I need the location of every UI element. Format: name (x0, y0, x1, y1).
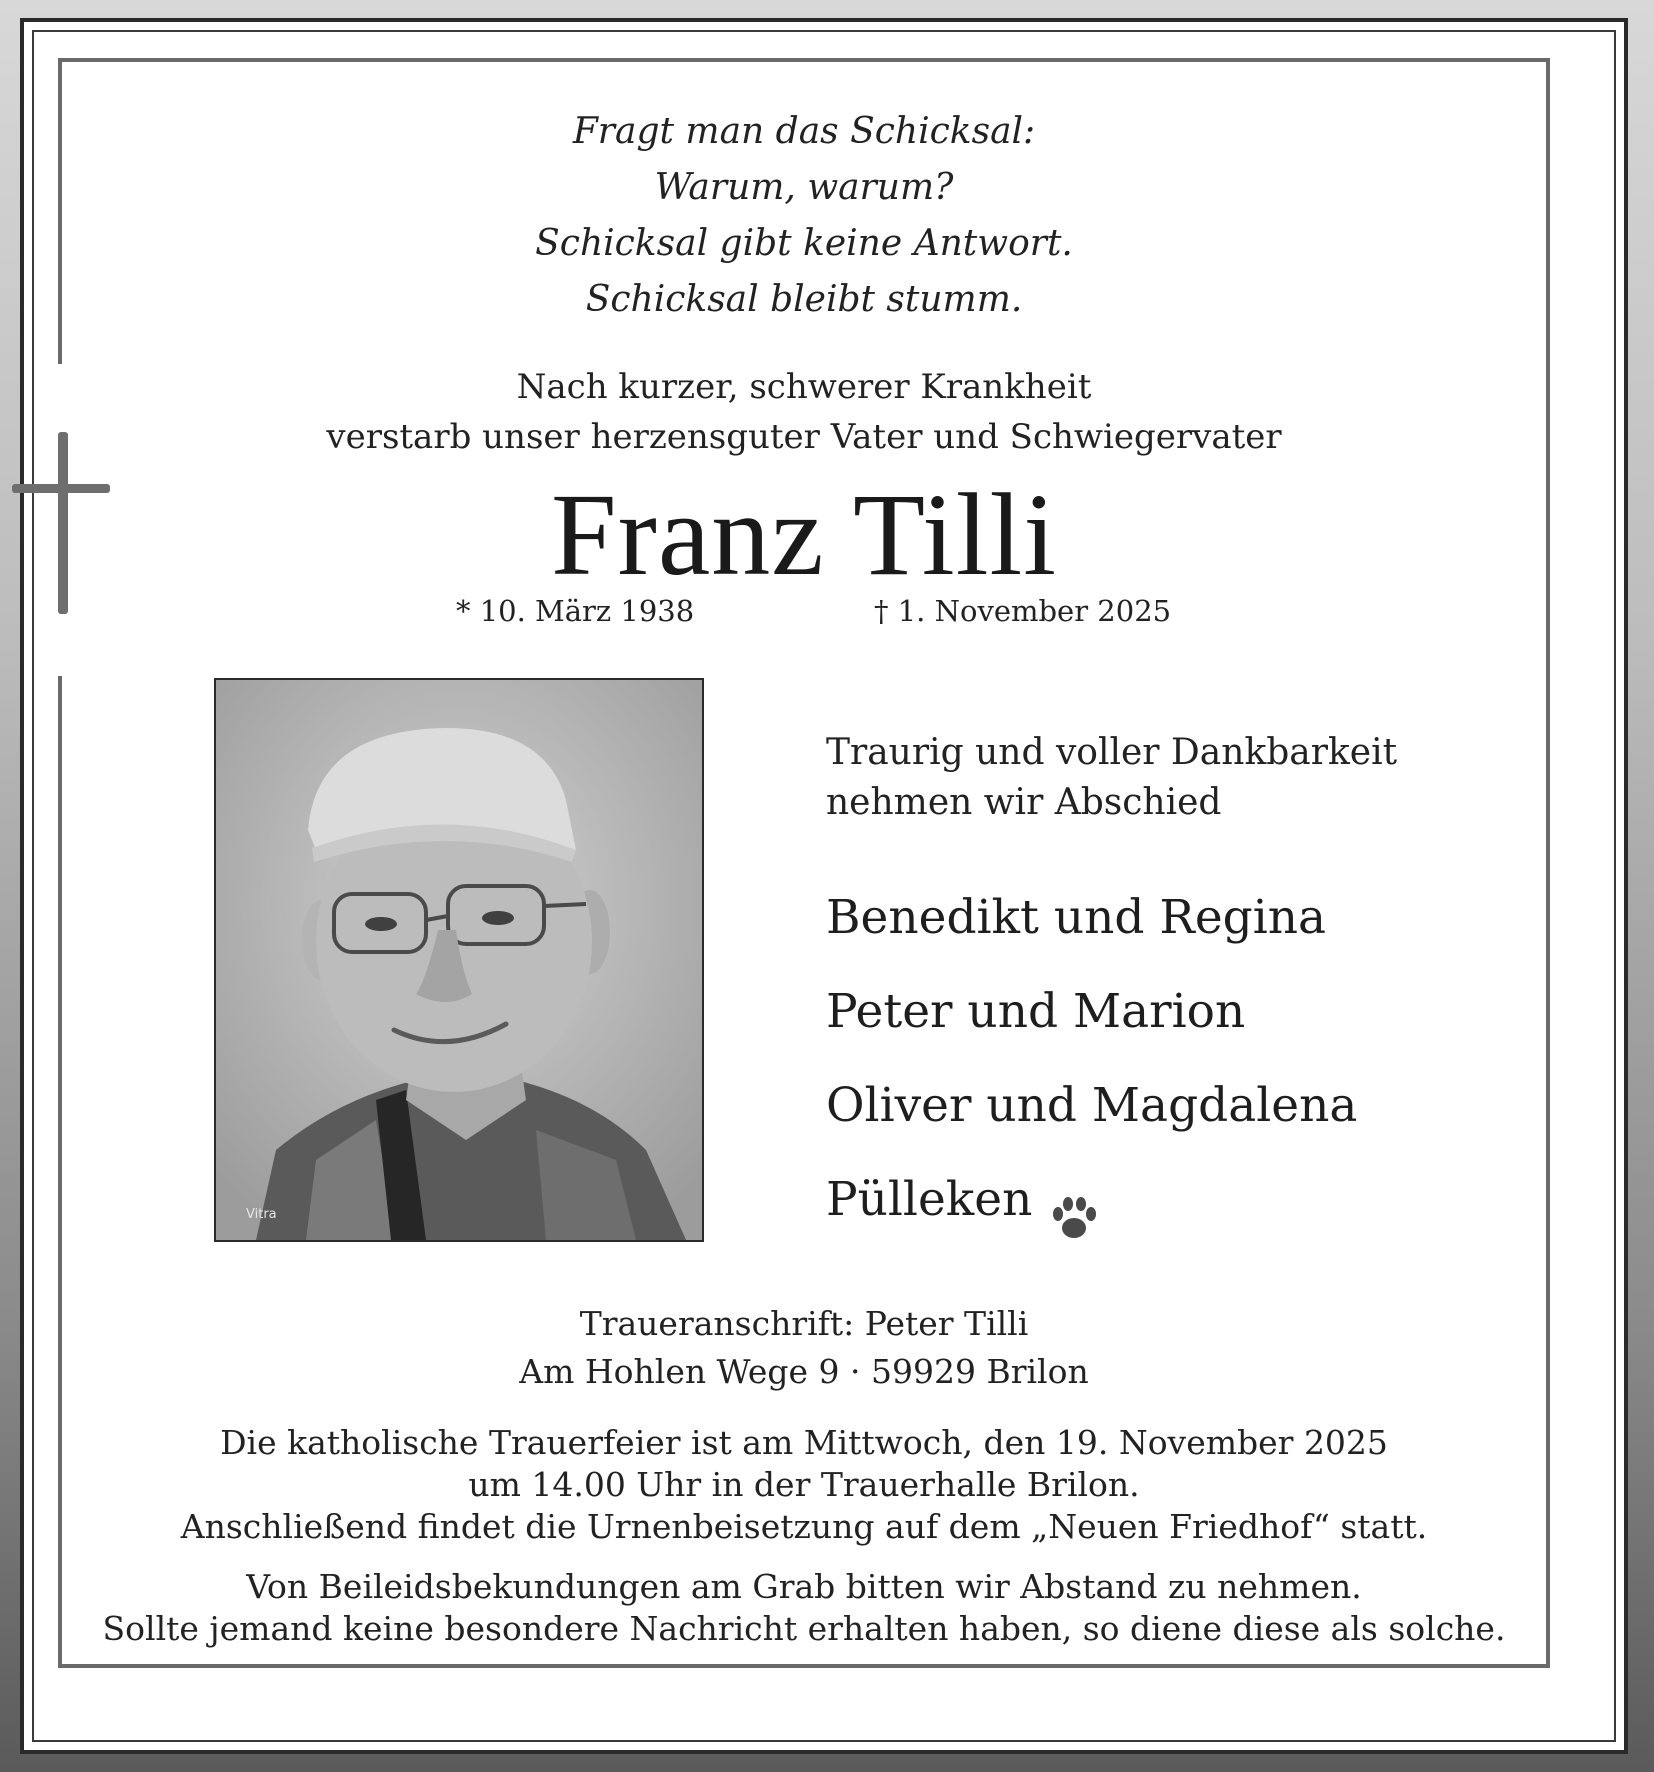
deceased-name: Franz Tilli (550, 469, 1058, 600)
death-date: † 1. November 2025 (874, 594, 1172, 628)
frame-right-line (1546, 58, 1550, 1668)
frame-top-line (58, 58, 1550, 62)
poem-line: Fragt man das Schicksal: (572, 111, 1036, 152)
family-member: Oliver und Magdalena (826, 1078, 1358, 1133)
portrait-photo (214, 678, 704, 1242)
intro-line: Nach kurzer, schwerer Krankheit (516, 367, 1092, 407)
frame-bottom-line (58, 1664, 1550, 1668)
poem-line: Schicksal bleibt stumm. (585, 279, 1023, 320)
portrait-illustration (216, 680, 702, 1240)
paw-print-icon (1046, 1192, 1102, 1248)
family-member: Benedikt und Regina (826, 890, 1327, 945)
intro-text (62, 362, 1546, 462)
notice-line: Sollte jemand keine besondere Nachricht erhalten haben, so diene diese als solche. (102, 1609, 1506, 1648)
photo-credit: Vitra (246, 1207, 277, 1222)
ceremony-info (62, 1422, 1546, 1548)
birth-date: * 10. März 1938 (456, 594, 695, 628)
poem-line: Schicksal gibt keine Antwort. (535, 223, 1073, 264)
address-line: Traueranschrift: Peter Tilli (579, 1304, 1029, 1343)
ceremony-line: Anschließend findet die Urnenbeisetzung auf dem „Neuen Friedhof“ statt. (180, 1507, 1428, 1546)
address-line: Am Hohlen Wege 9 · 59929 Brilon (519, 1352, 1089, 1391)
notice-line: Von Beileidsbekundungen am Grab bitten wir Abstand zu nehmen. (246, 1567, 1362, 1606)
family-member: Pülleken (826, 1172, 1033, 1227)
mourning-line: nehmen wir Abschied (826, 782, 1222, 823)
ceremony-line: um 14.00 Uhr in der Trauerhalle Brilon. (468, 1465, 1140, 1504)
mourning-line: Traurig und voller Dankbarkeit (826, 732, 1398, 773)
poem-line: Warum, warum? (654, 167, 954, 208)
mourning-address (62, 1300, 1546, 1396)
closing-notice (62, 1566, 1546, 1650)
mourning-text (826, 728, 1397, 828)
intro-line: verstarb unser herzensguter Vater und Schwiegervater (326, 417, 1282, 457)
poem (62, 104, 1546, 328)
family-member: Peter und Marion (826, 984, 1246, 1039)
ceremony-line: Die katholische Trauerfeier ist am Mittwoch, den 19. November 2025 (220, 1423, 1388, 1462)
